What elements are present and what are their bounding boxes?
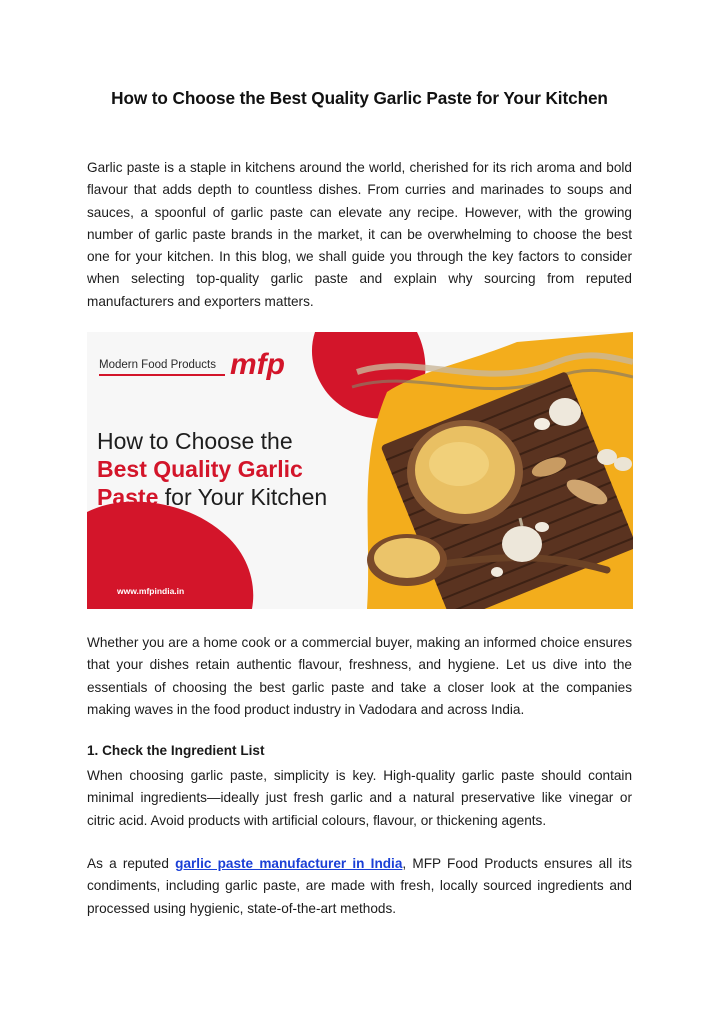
banner-url: www.mfpindia.in [117, 586, 185, 596]
section-1-followup [87, 853, 632, 920]
banner-heading-line1: How to Choose the [97, 428, 293, 454]
banner-heading-line3 [97, 484, 327, 510]
followup-pre: As a reputed [87, 856, 176, 871]
followup-post: , MFP Food Products ensures all its condiments, including garlic paste, are made with fresh, locally sourced ingredients and processed using hygienic, state-of-the-art methods. [87, 856, 633, 916]
banner-heading-line3-red: Paste [97, 484, 159, 510]
page-title: How to Choose the Best Quality Garlic Paste for Your Kitchen [111, 88, 608, 108]
paragraph-2: Whether you are a home cook or a commercial buyer, making an informed choice ensures that your dishes retain authentic flavour, freshness, and hygiene. Let us dive into the essentials of choosing the best garlic paste and take a closer look at the companies making waves in the food product industry in Vadodara and across India. [87, 635, 632, 717]
mfp-logo: mfp [230, 348, 285, 381]
banner-brand-text: Modern Food Products [99, 359, 216, 371]
intro-paragraph: Garlic paste is a staple in kitchens around the world, cherished for its rich aroma and bold flavour that adds depth to countless dishes. From curries and marinades to soups and sauces, a spoonful of garlic paste can elevate any recipe. However, with the growing number of garlic paste brands in the market, it can be overwhelming to choose the best one for your kitchen. In this blog, we shall guide you through the key factors to consider when selecting top-quality garlic paste and explain why sourcing from reputed manufacturers and exporters matters. [87, 160, 632, 309]
section-1-body: When choosing garlic paste, simplicity is key. High-quality garlic paste should contain minimal ingredients—ideally just fresh garlic and a natural preservative like vinegar or citric acid. Avoid products with artificial colours, flavour, or thickening agents. [87, 768, 632, 828]
article-banner-image [87, 332, 633, 609]
section-1-heading: 1. Check the Ingredient List [87, 743, 265, 758]
banner-heading-line2: Best Quality Garlic [97, 456, 303, 482]
garlic-paste-manufacturer-link[interactable]: garlic paste manufacturer in India [175, 856, 403, 871]
banner-heading-line3-rest: for Your Kitchen [158, 484, 328, 510]
